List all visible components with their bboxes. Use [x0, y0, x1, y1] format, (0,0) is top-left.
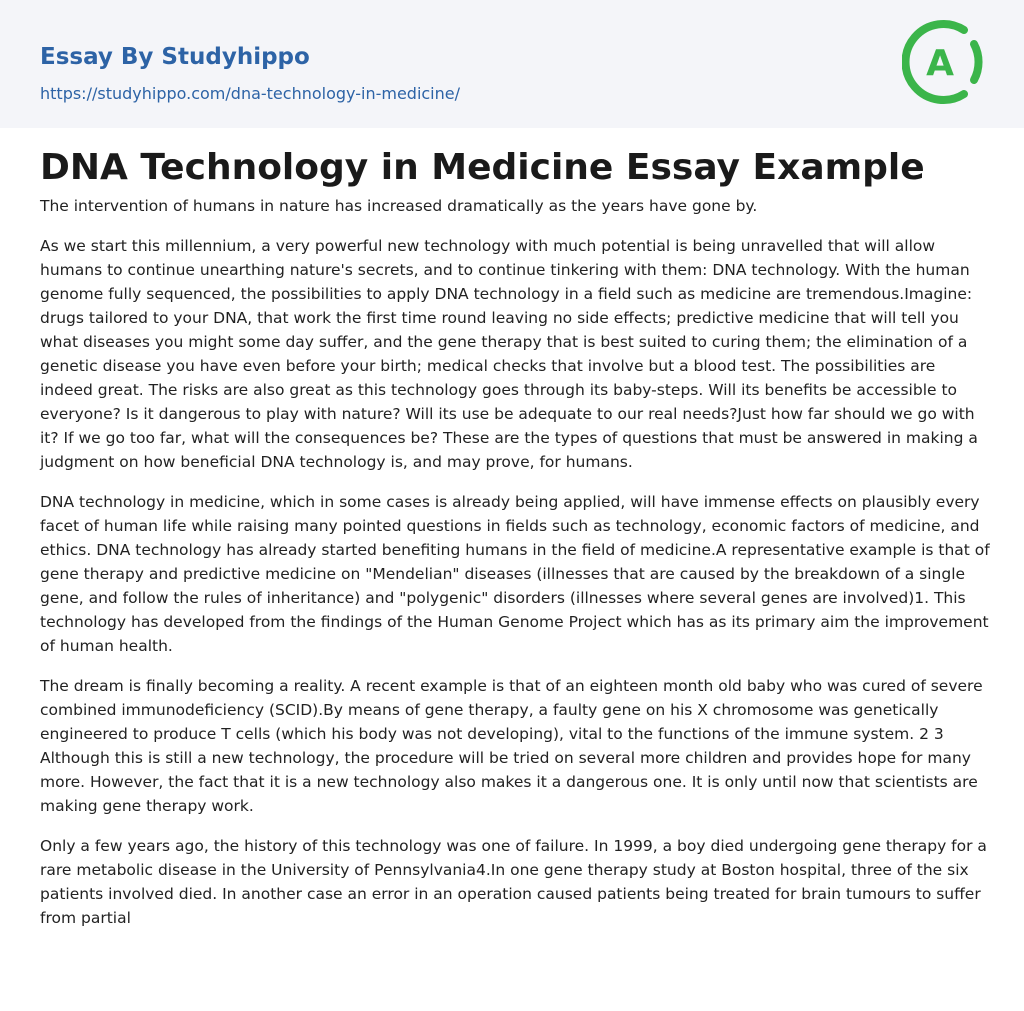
- essay-paragraph: Only a few years ago, the history of this technology was one of failure. In 1999, a boy died undergoing gene therapy for a rare metabolic disease in the University of Pennsylvania4.In one gene therapy study at Boston hospital, three of the six patients involved died. In another case an error in an operation caused patients being treated for brain tumours to suffer from partial: [40, 837, 987, 927]
- essay-paragraph: DNA technology in medicine, which in some cases is already being applied, will have immense effects on plausibly every facet of human life while raising many pointed questions in fields such as technology, economic factors of medicine, and ethics. DNA technology has already started benefiting humans in the field of medicine.A representative example is that of gene therapy and predictive medicine on "Mendelian" diseases (illnesses that are caused by the breakdown of a single gene, and follow the rules of inheritance) and "polygenic" disorders (illnesses where several genes are involved)1. This technology has developed from the findings of the Human Genome Project which has as its primary aim the improvement of human health.: [40, 493, 990, 655]
- essay-paragraph: The dream is finally becoming a reality. A recent example is that of an eighteen month old baby who was cured of severe combined immunodeficiency (SCID).By means of gene therapy, a faulty gene on his X chromosome was genetically engineered to produce T cells (which his body was not developing), vital to the functions of the immune system. 2 3 Although this is still a new technology, the procedure will be tried on several more children and provides hope for many more. However, the fact that it is a new technology also makes it a dangerous one. It is only until now that scientists are making gene therapy work.: [40, 677, 983, 815]
- essay-title: DNA Technology in Medicine Essay Example: [40, 147, 925, 188]
- essay-paragraph: The intervention of humans in nature has increased dramatically as the years have gone by.: [40, 197, 758, 215]
- logo-letter: A: [926, 43, 954, 84]
- site-brand[interactable]: Essay By Studyhippo: [40, 44, 310, 70]
- essay-url-link[interactable]: https://studyhippo.com/dna-technology-in-medicine/: [40, 84, 460, 103]
- essay-paragraph: As we start this millennium, a very powerful new technology with much potential is being unravelled that will allow humans to continue unearthing nature's secrets, and to continue tinkering with them: DNA technology. With the human genome fully sequenced, the possibilities to apply DNA technology in a field such as medicine are tremendous.Imagine: drugs tailored to your DNA, that work the first time round leaving no side effects; predictive medicine that will tell you what diseases you might some day suffer, and the gene therapy that is best suited to curing them; the elimination of a genetic disease you have even before your birth; medical checks that involve but a blood test. The possibilities are indeed great. The risks are also great as this technology goes through its baby-steps. Will its benefits be accessible to everyone? Is it dangerous to play with nature? Will its use be adequate to our real needs?Just how far should we go with it? If we go too far, what will the consequences be? These are the types of questions that must be answered in making a judgment on how beneficial DNA technology is, and may prove, for humans.: [40, 237, 978, 471]
- site-header: [0, 0, 1024, 128]
- essay-body: [40, 194, 990, 946]
- studyhippo-logo-icon[interactable]: [902, 18, 988, 106]
